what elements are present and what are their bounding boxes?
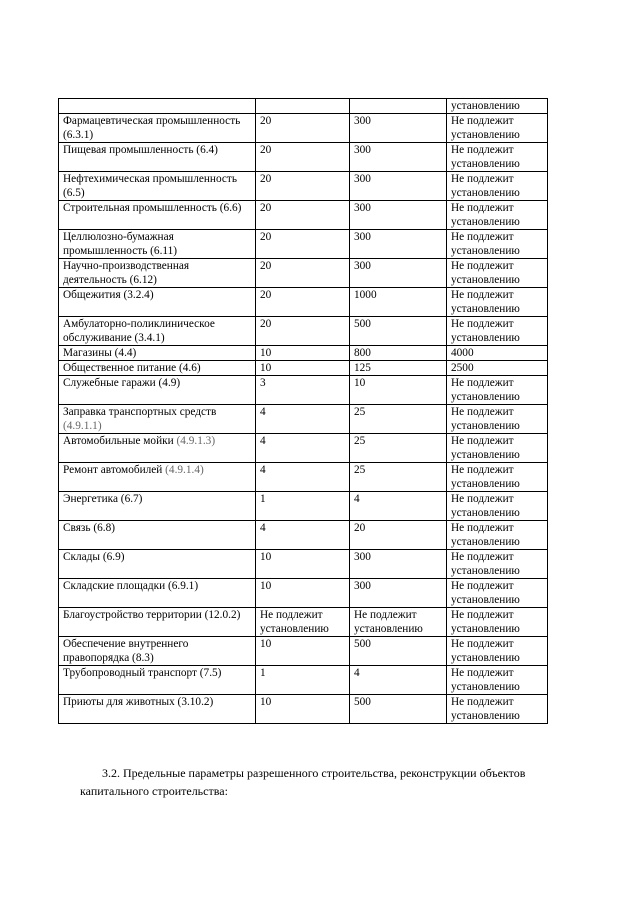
cell-land-use bbox=[59, 666, 256, 695]
cell-c4: Не подлежит установлению bbox=[447, 695, 548, 724]
table-row bbox=[59, 259, 548, 288]
cell-c3: 300 bbox=[350, 579, 447, 608]
cell-c4: Не подлежит установлению bbox=[447, 608, 548, 637]
land-use-code: (4.9.1.1) bbox=[63, 420, 102, 432]
land-use-name: Заправка транспортных средств bbox=[63, 406, 217, 418]
table-row bbox=[59, 521, 548, 550]
land-use-name: Складские площадки (6.9.1) bbox=[63, 580, 199, 592]
table-row bbox=[59, 143, 548, 172]
cell-c4: 4000 bbox=[447, 346, 548, 361]
cell-c4: Не подлежит установлению bbox=[447, 579, 548, 608]
cell-c2: 10 bbox=[256, 695, 350, 724]
cell-c4: Не подлежит установлению bbox=[447, 666, 548, 695]
cell-c2: 20 bbox=[256, 288, 350, 317]
cell-c2: 20 bbox=[256, 317, 350, 346]
cell-c2: 1 bbox=[256, 666, 350, 695]
table-row bbox=[59, 434, 548, 463]
cell-c2: 20 bbox=[256, 114, 350, 143]
table-row bbox=[59, 361, 548, 376]
cell-land-use bbox=[59, 376, 256, 405]
cell-c4: Не подлежит установлению bbox=[447, 172, 548, 201]
cell-land-use bbox=[59, 172, 256, 201]
cell-c2: 10 bbox=[256, 579, 350, 608]
cell-c3: Не подлежит установлению bbox=[350, 608, 447, 637]
cell-c3: 20 bbox=[350, 521, 447, 550]
cell-c2: 10 bbox=[256, 637, 350, 666]
land-use-name: Строительная промышленность (6.6) bbox=[63, 202, 242, 214]
cell-c3: 500 bbox=[350, 695, 447, 724]
cell-c2: 4 bbox=[256, 405, 350, 434]
section-paragraph: 3.2. Предельные параметры разрешенного строительства, реконструкции объектов капитального строительства: bbox=[80, 766, 526, 798]
cell-c2: 4 bbox=[256, 463, 350, 492]
cell-c2: 1 bbox=[256, 492, 350, 521]
cell-c3: 800 bbox=[350, 346, 447, 361]
land-use-name: Научно-производственная деятельность (6.12) bbox=[63, 260, 190, 286]
cell-land-use bbox=[59, 288, 256, 317]
land-use-name: Обеспечение внутреннего правопорядка (8.3) bbox=[63, 638, 189, 664]
table-row bbox=[59, 666, 548, 695]
table-row bbox=[59, 201, 548, 230]
cell-c4: Не подлежит установлению bbox=[447, 376, 548, 405]
cell-c3: 300 bbox=[350, 230, 447, 259]
cell-c4: Не подлежит установлению bbox=[447, 405, 548, 434]
cell-c4: Не подлежит установлению bbox=[447, 637, 548, 666]
cell-c3: 125 bbox=[350, 361, 447, 376]
cell-c4: Не подлежит установлению bbox=[447, 114, 548, 143]
land-use-name: Приюты для животных (3.10.2) bbox=[63, 696, 214, 708]
cell-land-use bbox=[59, 579, 256, 608]
cell-c3: 1000 bbox=[350, 288, 447, 317]
table-row bbox=[59, 230, 548, 259]
land-use-name: Служебные гаражи (4.9) bbox=[63, 377, 181, 389]
land-use-name: Энергетика (6.7) bbox=[63, 493, 143, 505]
cell-land-use bbox=[59, 201, 256, 230]
table-row bbox=[59, 695, 548, 724]
land-use-name: Общежития (3.2.4) bbox=[63, 289, 154, 301]
table-row bbox=[59, 637, 548, 666]
land-use-name: Автомобильные мойки bbox=[63, 435, 177, 447]
cell-c2: 4 bbox=[256, 434, 350, 463]
table-row bbox=[59, 492, 548, 521]
cell-c4: Не подлежит установлению bbox=[447, 521, 548, 550]
cell-c3: 10 bbox=[350, 376, 447, 405]
cell-land-use bbox=[59, 143, 256, 172]
table-row bbox=[59, 114, 548, 143]
table-row bbox=[59, 99, 548, 114]
cell-c2: 10 bbox=[256, 550, 350, 579]
parameters-table bbox=[58, 98, 548, 724]
table-row bbox=[59, 579, 548, 608]
cell-c3: 300 bbox=[350, 143, 447, 172]
cell-c3: 300 bbox=[350, 172, 447, 201]
table-row bbox=[59, 172, 548, 201]
land-use-name: Целлюлозно-бумажная промышленность (6.11) bbox=[63, 231, 178, 257]
land-use-name: Фармацевтическая промышленность (6.3.1) bbox=[63, 115, 241, 141]
cell-c2: 10 bbox=[256, 346, 350, 361]
cell-c4: Не подлежит установлению bbox=[447, 317, 548, 346]
cell-c2: 3 bbox=[256, 376, 350, 405]
land-use-name: Благоустройство территории (12.0.2) bbox=[63, 609, 241, 621]
cell-c2: 20 bbox=[256, 230, 350, 259]
land-use-code: (4.9.1.3) bbox=[176, 435, 216, 447]
cell-c3: 4 bbox=[350, 492, 447, 521]
cell-c4: Не подлежит установлению bbox=[447, 201, 548, 230]
cell-c4: Не подлежит установлению bbox=[447, 550, 548, 579]
land-use-name: Склады (6.9) bbox=[63, 551, 125, 563]
cell-c3: 25 bbox=[350, 434, 447, 463]
cell-land-use bbox=[59, 259, 256, 288]
cell-land-use bbox=[59, 695, 256, 724]
cell-c4: Не подлежит установлению bbox=[447, 434, 548, 463]
cell-land-use bbox=[59, 230, 256, 259]
cell-land-use bbox=[59, 637, 256, 666]
cell-c4: Не подлежит установлению bbox=[447, 463, 548, 492]
cell-c4: Не подлежит установлению bbox=[447, 143, 548, 172]
table-row bbox=[59, 288, 548, 317]
table-row bbox=[59, 346, 548, 361]
land-use-name: Ремонт автомобилей bbox=[63, 464, 166, 476]
cell-c2: 20 bbox=[256, 259, 350, 288]
cell-c3: 500 bbox=[350, 637, 447, 666]
cell-c3: 25 bbox=[350, 405, 447, 434]
cell-land-use bbox=[59, 608, 256, 637]
table-row bbox=[59, 317, 548, 346]
table-row bbox=[59, 608, 548, 637]
cell-land-use bbox=[59, 346, 256, 361]
cell-c4: 2500 bbox=[447, 361, 548, 376]
table-row bbox=[59, 463, 548, 492]
cell-c4: Не подлежит установлению bbox=[447, 492, 548, 521]
cell-c4: Не подлежит установлению bbox=[447, 259, 548, 288]
land-use-name: Общественное питание (4.6) bbox=[63, 362, 201, 374]
cell-c2: 4 bbox=[256, 521, 350, 550]
cell-land-use bbox=[59, 463, 256, 492]
cell-c2: 10 bbox=[256, 361, 350, 376]
land-use-name: Магазины (4.4) bbox=[63, 347, 137, 359]
land-use-name: Пищевая промышленность (6.4) bbox=[63, 144, 218, 156]
cell-land-use bbox=[59, 114, 256, 143]
table-row bbox=[59, 376, 548, 405]
table-row bbox=[59, 405, 548, 434]
cell-c4: установлению bbox=[447, 99, 548, 114]
land-use-code: (4.9.1.4) bbox=[165, 464, 204, 476]
cell-c2: 20 bbox=[256, 172, 350, 201]
cell-c3: 300 bbox=[350, 259, 447, 288]
cell-c3 bbox=[350, 99, 447, 114]
cell-c2 bbox=[256, 99, 350, 114]
cell-land-use bbox=[59, 550, 256, 579]
land-use-name: Нефтехимическая промышленность (6.5) bbox=[63, 173, 238, 199]
cell-land-use bbox=[59, 361, 256, 376]
cell-land-use bbox=[59, 521, 256, 550]
cell-c4: Не подлежит установлению bbox=[447, 230, 548, 259]
table-body bbox=[59, 99, 548, 724]
table-row bbox=[59, 550, 548, 579]
cell-c4: Не подлежит установлению bbox=[447, 288, 548, 317]
land-use-name: Связь (6.8) bbox=[63, 522, 115, 534]
cell-land-use bbox=[59, 317, 256, 346]
land-use-name: Амбулаторно-поликлиническое обслуживание (3.4.1) bbox=[63, 318, 215, 344]
cell-land-use bbox=[59, 434, 256, 463]
cell-c3: 300 bbox=[350, 201, 447, 230]
cell-c2: Не подлежит установлению bbox=[256, 608, 350, 637]
cell-c2: 20 bbox=[256, 201, 350, 230]
cell-c3: 4 bbox=[350, 666, 447, 695]
cell-c3: 300 bbox=[350, 114, 447, 143]
cell-c2: 20 bbox=[256, 143, 350, 172]
cell-c3: 500 bbox=[350, 317, 447, 346]
cell-land-use bbox=[59, 492, 256, 521]
cell-c3: 25 bbox=[350, 463, 447, 492]
cell-c3: 300 bbox=[350, 550, 447, 579]
cell-land-use bbox=[59, 405, 256, 434]
land-use-name: Трубопроводный транспорт (7.5) bbox=[63, 667, 222, 679]
cell-land-use bbox=[59, 99, 256, 114]
